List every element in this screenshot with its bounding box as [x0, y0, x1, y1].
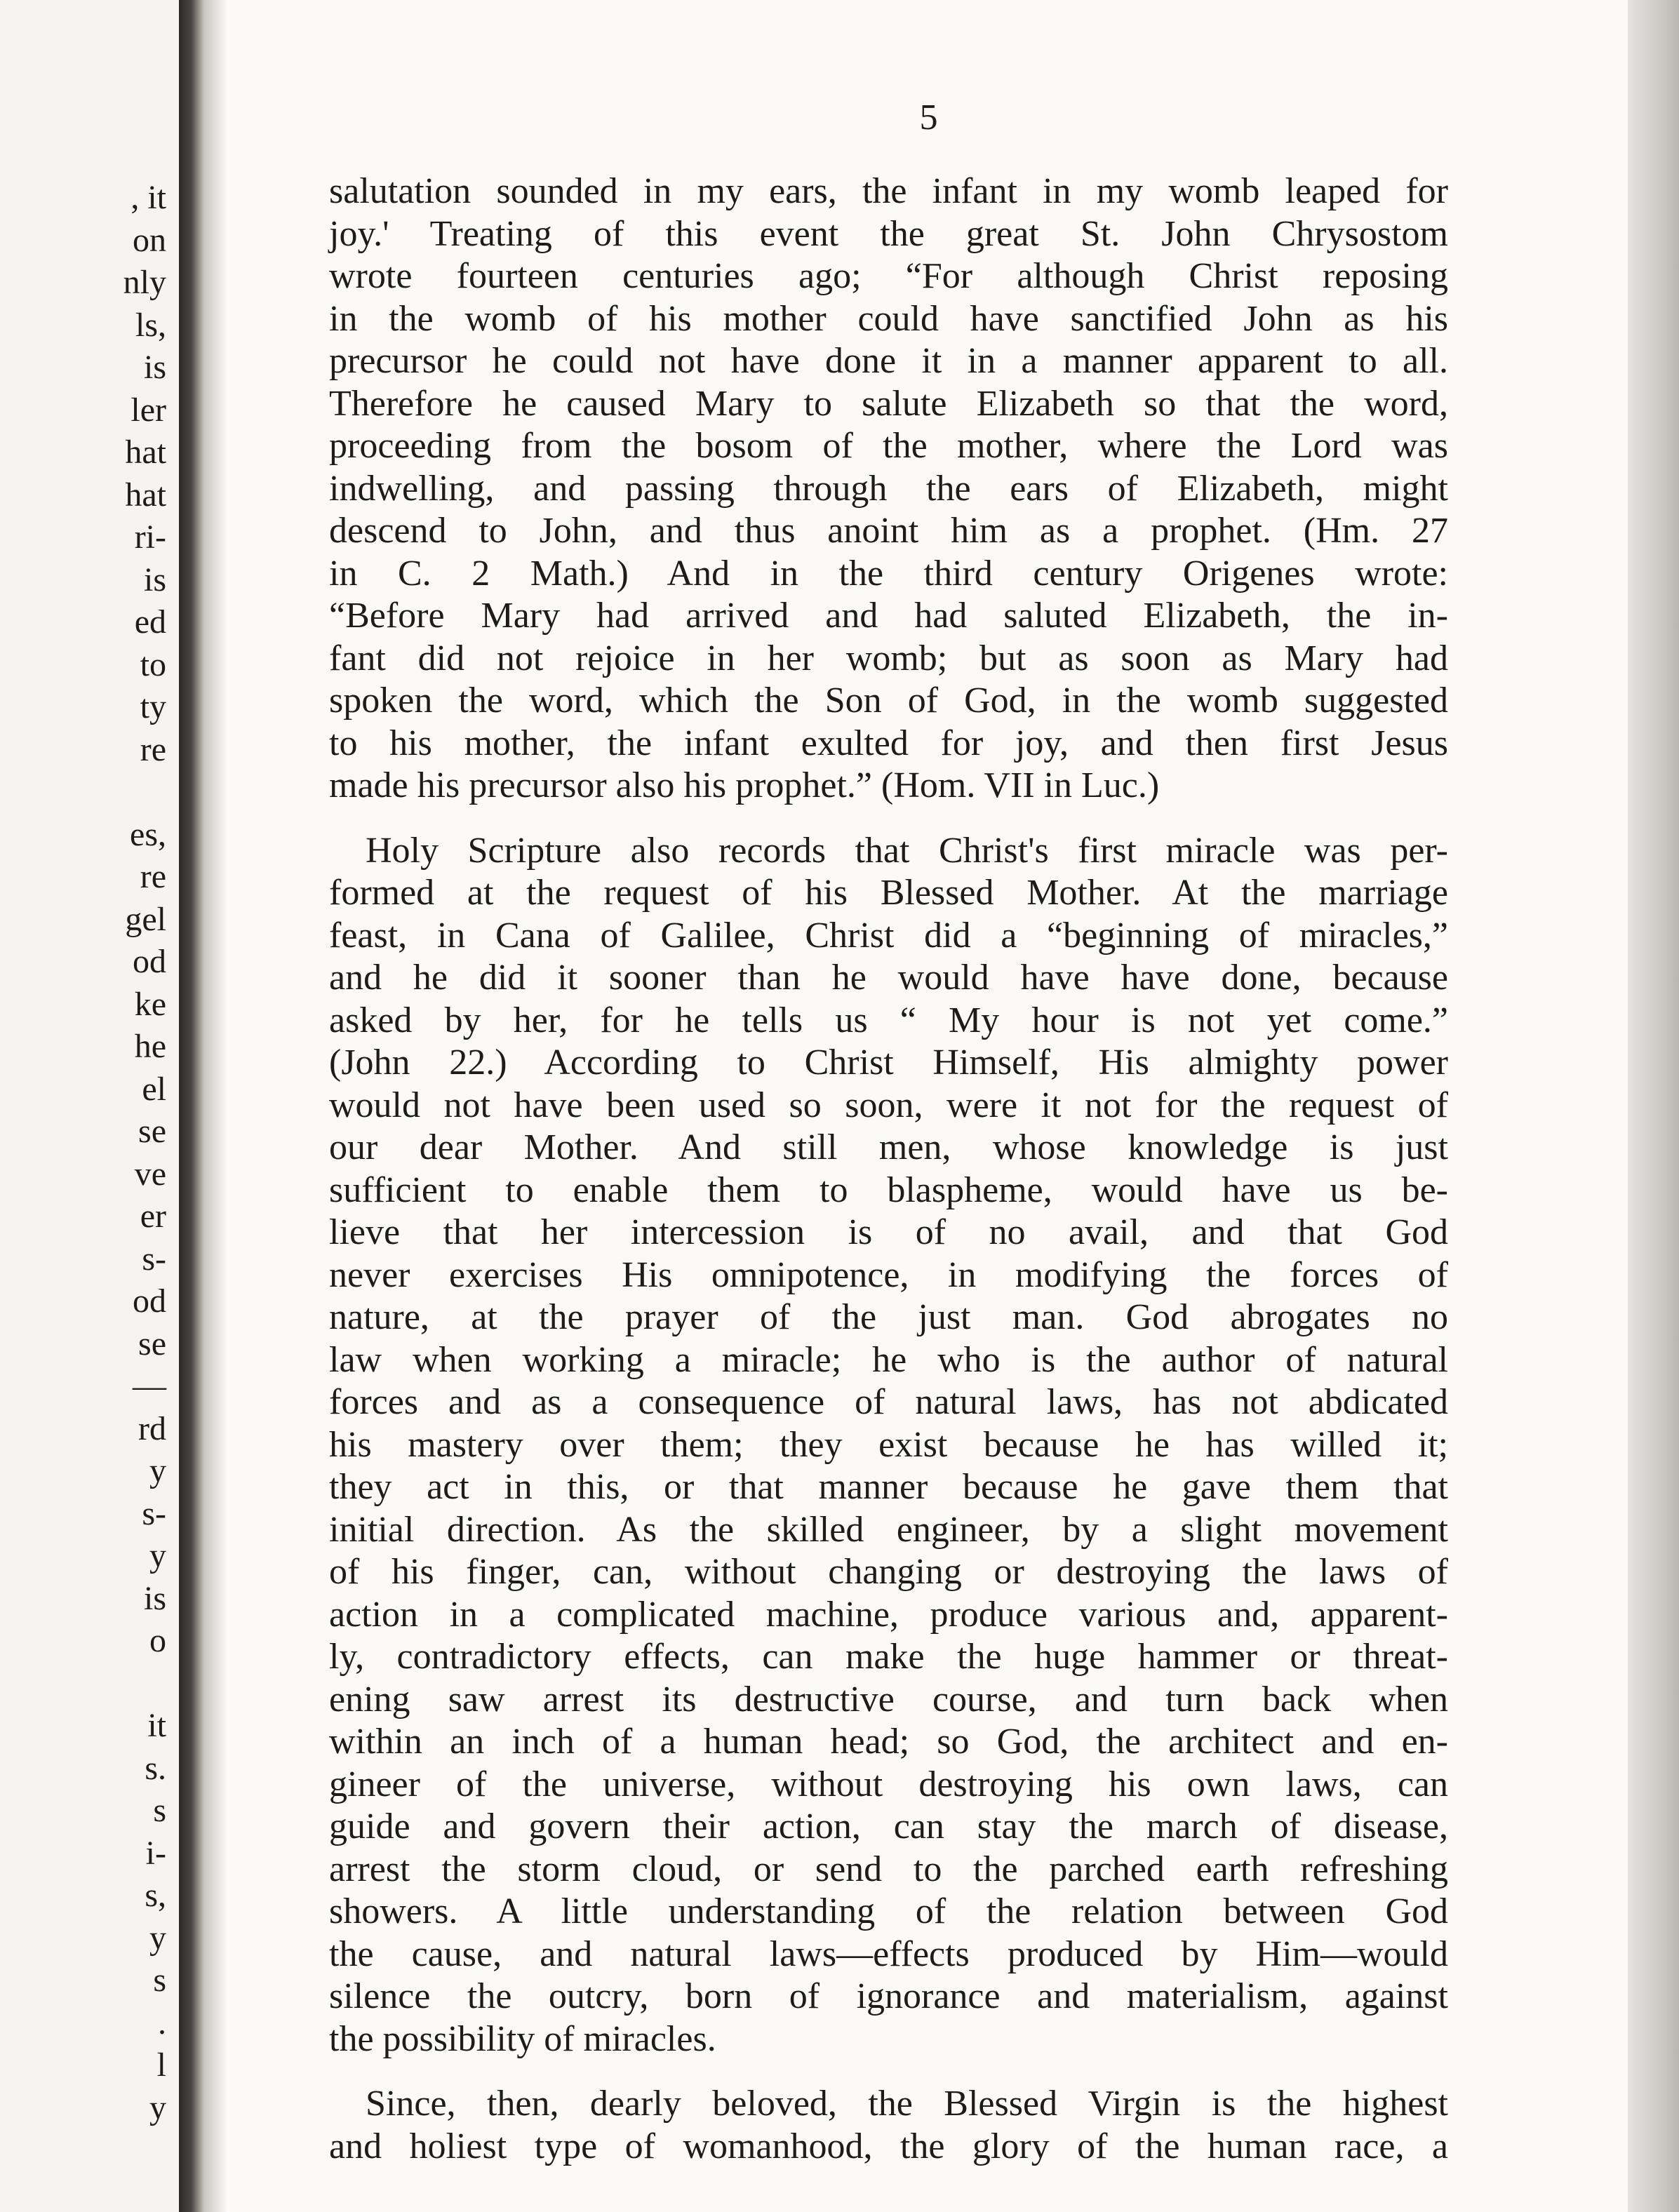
- text-line: action in a complicated machine, produce various and, apparent-: [329, 1594, 1448, 1635]
- facing-page-fragment: el: [142, 1070, 166, 1108]
- facing-page-fragment: on: [133, 221, 166, 259]
- facing-page-fragment: s-: [142, 1494, 166, 1532]
- facing-page-fragment: re: [140, 730, 166, 768]
- facing-page-fragment: od: [133, 943, 166, 980]
- facing-page-fragment: s: [153, 1962, 166, 1999]
- paragraph: [329, 2083, 1448, 2168]
- text-line: of his finger, can, without changing or destroying the laws of: [329, 1552, 1448, 1592]
- text-line: (John 22.) According to Christ Himself, His almighty power: [329, 1043, 1448, 1082]
- text-line: the possibility of miracles.: [329, 2018, 716, 2059]
- text-line: initial direction. As the skilled engineer, by a slight movement: [329, 1509, 1448, 1550]
- text-line: nature, at the prayer of the just man. God abrogates no: [329, 1297, 1448, 1337]
- text-line: and holiest type of womanhood, the glory of the human race, a: [329, 2126, 1448, 2166]
- paragraph: [329, 170, 1448, 807]
- text-line: salutation sounded in my ears, the infant in my womb leaped for: [329, 171, 1448, 211]
- facing-page-fragment: ed: [134, 603, 166, 641]
- text-line: asked by her, for he tells us “ My hour is not yet come.”: [329, 1000, 1448, 1040]
- facing-page-fragment: ty: [140, 688, 166, 725]
- facing-page-fragment: s-: [142, 1240, 166, 1278]
- text-line: our dear Mother. And still men, whose knowledge is just: [329, 1127, 1448, 1167]
- text-line: they act in this, or that manner because he gave them that: [329, 1467, 1448, 1507]
- facing-page-fragment: hat: [125, 434, 166, 471]
- text-line: precursor he could not have done it in a manner apparent to all.: [329, 341, 1448, 381]
- text-line: showers. A little understanding of the relation between God: [329, 1891, 1448, 1931]
- facing-page-fragment: ve: [134, 1155, 166, 1193]
- facing-page-fragment: he: [134, 1028, 166, 1065]
- facing-page-fragment: y: [149, 1537, 166, 1574]
- text-line: in the womb of his mother could have sanctified John as his: [329, 298, 1448, 339]
- facing-page-text-fragments: [123, 177, 166, 2129]
- text-line: guide and govern their action, can stay the march of disease,: [329, 1807, 1448, 1846]
- facing-page-fragment: se: [138, 1325, 166, 1362]
- facing-page-fragment: l: [156, 2046, 166, 2084]
- facing-page-fragment: ler: [131, 391, 166, 429]
- facing-page-fragment: se: [138, 1113, 166, 1150]
- facing-page-fragment: od: [133, 1282, 166, 1320]
- paragraph: [329, 830, 1448, 2061]
- facing-page-fragment: y: [149, 2089, 166, 2126]
- text-line: sufficient to enable them to blaspheme, would have us be-: [329, 1169, 1448, 1210]
- facing-page-fragment: re: [140, 858, 166, 895]
- facing-page-fragment: [123, 1663, 166, 1705]
- facing-page-fragment: to: [140, 645, 166, 683]
- text-line: feast, in Cana of Galilee, Christ did a “beginning of miracles,”: [329, 915, 1448, 956]
- page-edge-shadow: [1628, 0, 1679, 2212]
- facing-page-fragment: is: [143, 349, 166, 386]
- text-line: indwelling, and passing through the ears of Elizabeth, might: [329, 468, 1448, 509]
- facing-page-fragment: s: [153, 1792, 166, 1829]
- facing-page-fragment: ls,: [135, 306, 166, 344]
- text-line: never exercises His omnipotence, in modifying the forces of: [329, 1254, 1448, 1295]
- text-line: law when working a miracle; he who is the author of natural: [329, 1339, 1448, 1380]
- facing-page-fragment: o: [149, 1622, 166, 1659]
- text-line: ly, contradictory effects, can make the huge hammer or threat-: [329, 1637, 1448, 1677]
- text-line: his mastery over them; they exist because he has willed it;: [329, 1424, 1448, 1465]
- book-page: [229, 0, 1628, 2212]
- facing-page-fragment: is: [143, 561, 166, 598]
- facing-page-fragment: s,: [145, 1877, 166, 1914]
- text-line: within an inch of a human head; so God, the architect and en-: [329, 1722, 1448, 1762]
- text-line: formed at the request of his Blessed Mother. At the marriage: [329, 873, 1448, 913]
- facing-page-fragment: i-: [145, 1834, 166, 1872]
- text-line: fant did not rejoice in her womb; but as soon as Mary had: [329, 638, 1448, 678]
- text-line: to his mother, the infant exulted for joy, and then first Jesus: [329, 723, 1448, 763]
- text-line: descend to John, and thus anoint him as a prophet. (Hm. 27: [329, 511, 1448, 551]
- text-line: joy.' Treating of this event the great St. John Chrysostom: [329, 213, 1448, 254]
- facing-page-fragment: er: [140, 1198, 166, 1235]
- facing-page-fragment: gel: [125, 900, 166, 938]
- text-line: spoken the word, which the Son of God, in the womb suggested: [329, 681, 1448, 720]
- facing-page-fragment: .: [158, 2004, 166, 2042]
- text-line: forces and as a consequence of natural laws, has not abdicated: [329, 1382, 1448, 1422]
- text-line: Therefore he caused Mary to salute Elizabeth so that the word,: [329, 383, 1448, 424]
- facing-page-fragment: is: [143, 1579, 166, 1617]
- body-text: [329, 170, 1448, 2190]
- facing-page-fragment: y: [149, 1919, 166, 1957]
- facing-page-fragment: ri-: [134, 518, 166, 556]
- text-line: gineer of the universe, without destroying his own laws, can: [329, 1764, 1448, 1804]
- text-line: in C. 2 Math.) And in the third century Origenes wrote:: [329, 553, 1448, 594]
- text-line: arrest the storm cloud, or send to the parched earth refreshing: [329, 1849, 1448, 1889]
- facing-page-fragment: [123, 771, 166, 814]
- text-line: wrote fourteen centuries ago; “For although Christ reposing: [329, 256, 1448, 296]
- text-line: silence the outcry, born of ignorance and materialism, against: [329, 1976, 1448, 2016]
- book-gutter: [179, 0, 229, 2212]
- facing-page-edge: [0, 0, 179, 2212]
- text-line: the cause, and natural laws—effects produced by Him—would: [329, 1933, 1448, 1974]
- facing-page-fragment: —: [133, 1367, 166, 1405]
- facing-page-fragment: s.: [145, 1749, 166, 1787]
- text-line: Holy Scripture also records that Christ's first miracle was per-: [366, 830, 1448, 871]
- facing-page-fragment: es,: [130, 815, 166, 853]
- text-line: Since, then, dearly beloved, the Blessed Virgin is the highest: [366, 2084, 1448, 2124]
- facing-page-fragment: nly: [123, 264, 166, 301]
- text-line: would not have been used so soon, were it not for the request of: [329, 1085, 1448, 1125]
- facing-page-fragment: , it: [131, 179, 166, 216]
- facing-page-fragment: hat: [125, 476, 166, 514]
- text-line: ening saw arrest its destructive course, and turn back when: [329, 1679, 1448, 1720]
- text-line: lieve that her intercession is of no avail, and that God: [329, 1212, 1448, 1252]
- text-line: proceeding from the bosom of the mother, where the Lord was: [329, 426, 1448, 466]
- page-number: 5: [919, 98, 938, 138]
- facing-page-fragment: rd: [138, 1409, 166, 1447]
- facing-page-fragment: it: [147, 1707, 166, 1744]
- facing-page-fragment: ke: [134, 985, 166, 1023]
- text-line: and he did it sooner than he would have have done, because: [329, 958, 1448, 998]
- text-line: “Before Mary had arrived and had saluted Elizabeth, the in-: [329, 596, 1448, 636]
- facing-page-fragment: y: [149, 1452, 166, 1489]
- text-line: made his precursor also his prophet.” (Hom. VII in Luc.): [329, 765, 1160, 805]
